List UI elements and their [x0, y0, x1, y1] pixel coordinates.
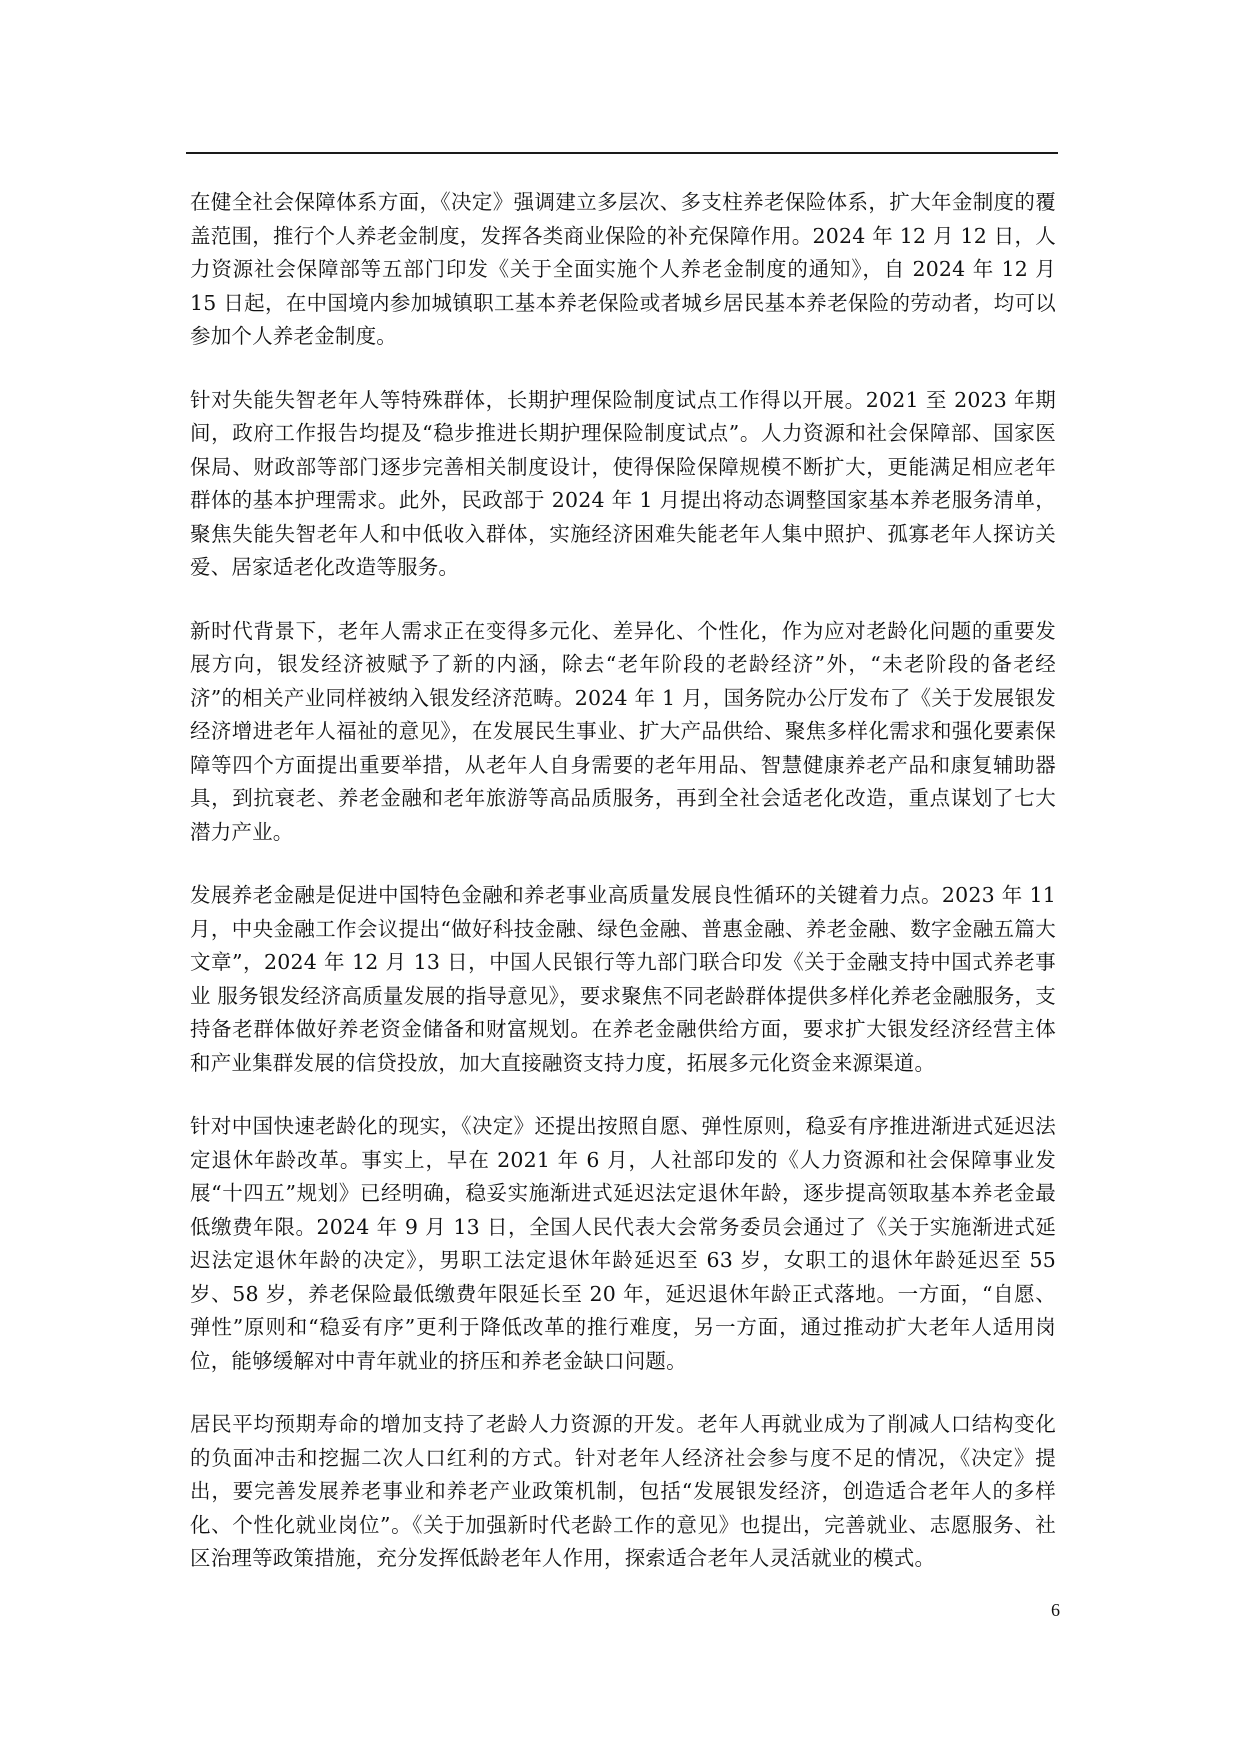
paragraph-pension-finance: 发展养老金融是促进中国特色金融和养老事业高质量发展良性循环的关键着力点。2023 年 11 月，中央金融工作会议提出“做好科技金融、绿色金融、普惠金融、养老金融、数字金融五篇大文章”，2024 年 12 月 13 日，中国人民银行等九部门联合印发《关于金融支持中国式养老事业 服务银发经济高质量发展的指导意见》，要求聚焦不同老龄群体提供多样化养老金融服务，支持备老群体做好养老资金储备和财富规划。在养老金融供给方面，要求扩大银发经济经营主体和产业集群发展的信贷投放，加大直接融资支持力度，拓展多元化资金来源渠道。: [190, 883, 1056, 1075]
page-number: 6: [1051, 1600, 1060, 1620]
paragraph-social-security: 在健全社会保障体系方面，《决定》强调建立多层次、多支柱养老保险体系，扩大年金制度的覆盖范围，推行个人养老金制度，发挥各类商业保险的补充保障作用。2024 年 12 月 12 日，人力资源社会保障部等五部门印发《关于全面实施个人养老金制度的通知》，自 2024 年 12 月 15 日起，在中国境内参加城镇职工基本养老保险或者城乡居民基本养老保险的劳动者，均可以参加个人养老金制度。: [190, 190, 1056, 348]
paragraph-elderly-employment: 居民平均预期寿命的增加支持了老龄人力资源的开发。老年人再就业成为了削减人口结构变化的负面冲击和挖掘二次人口红利的方式。针对老年人经济社会参与度不足的情况，《决定》提出，要完善发展养老事业和养老产业政策机制，包括“发展银发经济，创造适合老年人的多样化、个性化就业岗位”。《关于加强新时代老龄工作的意见》也提出，完善就业、志愿服务、社区治理等政策措施，充分发挥低龄老年人作用，探索适合老年人灵活就业的模式。: [190, 1412, 1056, 1570]
header-rule: [186, 152, 1058, 154]
paragraph-retirement-age: 针对中国快速老龄化的现实，《决定》还提出按照自愿、弹性原则，稳妥有序推进渐进式延迟法定退休年龄改革。事实上，早在 2021 年 6 月，人社部印发的《人力资源和社会保障事业发展“十四五”规划》已经明确，稳妥实施渐进式延迟法定退休年龄，逐步提高领取基本养老金最低缴费年限。2024 年 9 月 13 日，全国人民代表大会常务委员会通过了《关于实施渐进式延迟法定退休年龄的决定》，男职工法定退休年龄延迟至 63 岁，女职工的退休年龄延迟至 55 岁、58 岁，养老保险最低缴费年限延长至 20 年，延迟退休年龄正式落地。一方面，“自愿、弹性”原则和“稳妥有序”更利于降低改革的推行难度，另一方面，通过推动扩大老年人适用岗位，能够缓解对中青年就业的挤压和养老金缺口问题。: [190, 1114, 1056, 1373]
paragraph-silver-economy: 新时代背景下，老年人需求正在变得多元化、差异化、个性化，作为应对老龄化问题的重要发展方向，银发经济被赋予了新的内涵，除去“老年阶段的老龄经济”外，“未老阶段的备老经济”的相关产业同样被纳入银发经济范畴。2024 年 1 月，国务院办公厅发布了《关于发展银发经济增进老年人福祉的意见》，在发展民生事业、扩大产品供给、聚焦多样化需求和强化要素保障等四个方面提出重要举措，从老年人自身需要的老年用品、智慧健康养老产品和康复辅助器具，到抗衰老、养老金融和老年旅游等高品质服务，再到全社会适老化改造，重点谋划了七大潜力产业。: [190, 618, 1056, 844]
paragraph-long-term-care: 针对失能失智老年人等特殊群体，长期护理保险制度试点工作得以开展。2021 至 2023 年期间，政府工作报告均提及“稳步推进长期护理保险制度试点”。人力资源和社会保障部、国家医保局、财政部等部门逐步完善相关制度设计，使得保险保障规模不断扩大，更能满足相应老年群体的基本护理需求。此外，民政部于 2024 年 1 月提出将动态调整国家基本养老服务清单，聚焦失能失智老年人和中低收入群体，实施经济困难失能老年人集中照护、孤寡老年人探访关爱、居家适老化改造等服务。: [190, 387, 1056, 579]
document-body: [190, 186, 1056, 1606]
